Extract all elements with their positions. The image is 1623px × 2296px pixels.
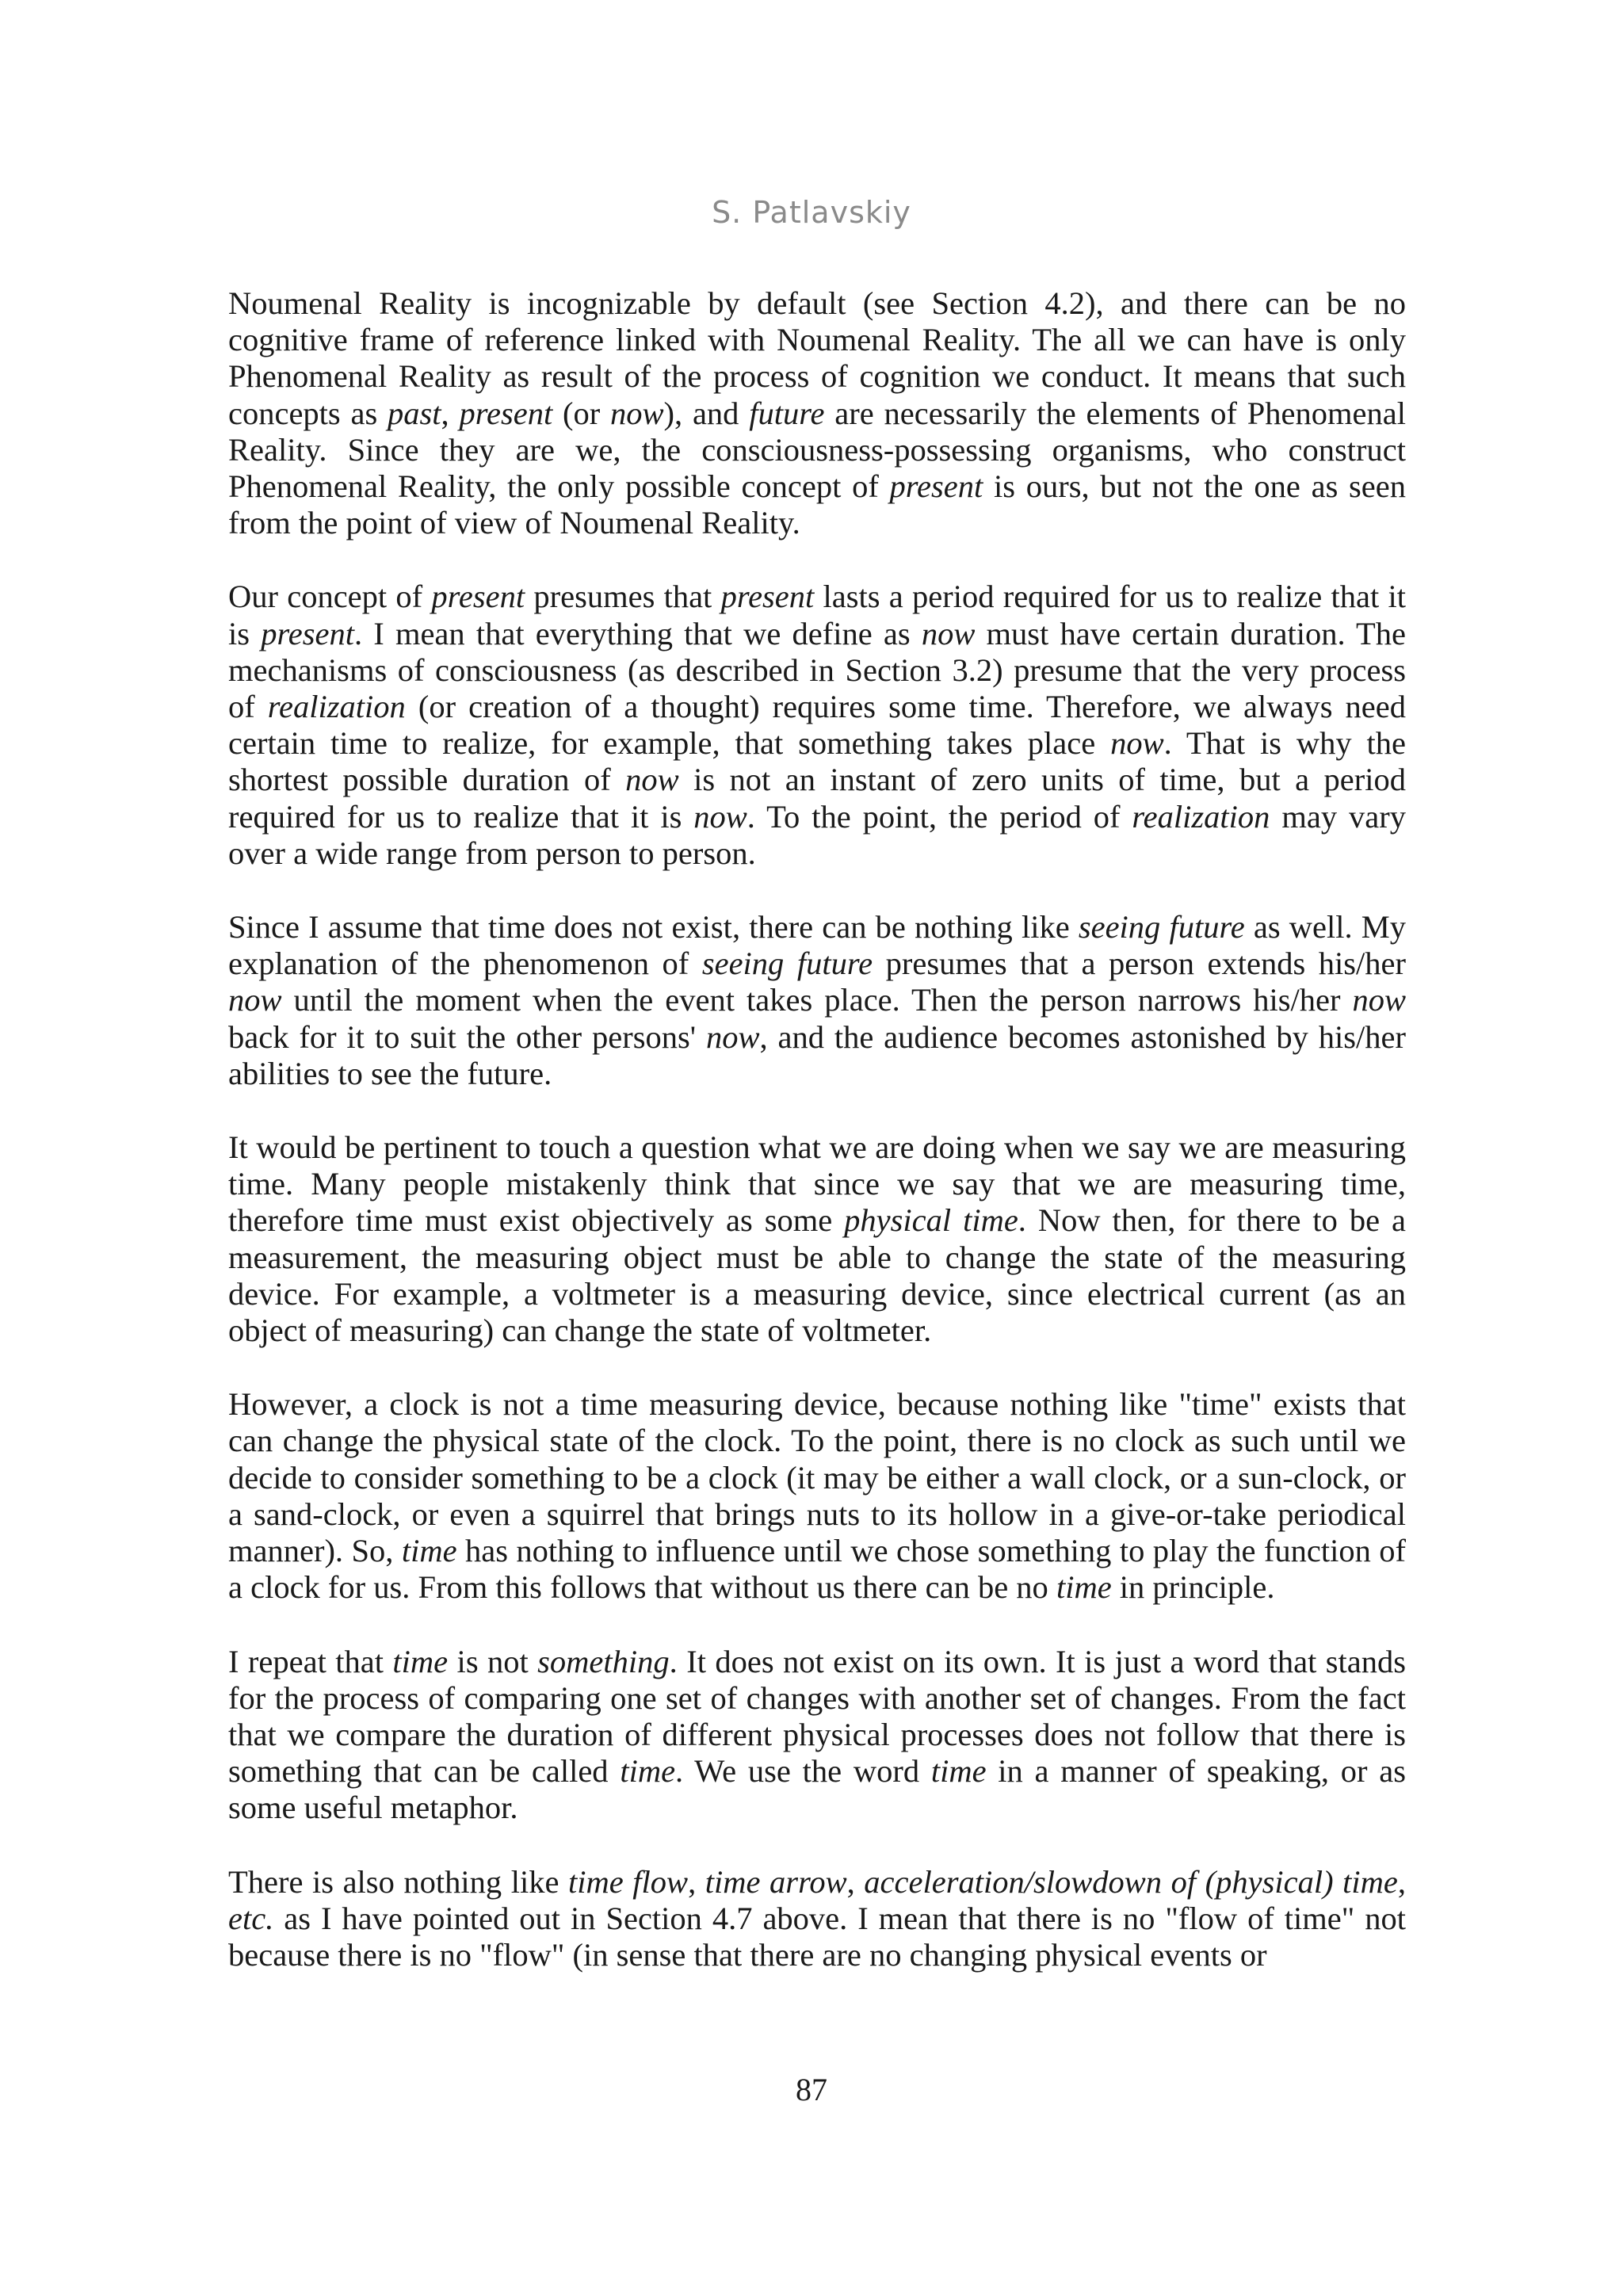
italic-term: time xyxy=(392,1643,449,1679)
paragraph xyxy=(228,579,1406,872)
italic-term: etc. xyxy=(228,1900,274,1936)
paragraph xyxy=(228,1864,1406,1974)
text-run: must have certain duration. The mechanisms of consciousness (as described in Section 3.2) presume that the very process of xyxy=(228,615,1407,725)
text-run: are necessarily the elements of Phenomenal Reality. Since they are we, the consciousness-possessing organisms, who construct Phenomenal Reality, the only possible concept of xyxy=(228,395,1406,505)
text-run: . That is why the shortest possible duration of xyxy=(228,725,1406,798)
text-run: . It does not exist on its own. It is just a word that stands for the process of comparing one set of changes with another set of changes. From the fact that we compare the duration of different physical processes does not follow that there is something that can be called xyxy=(228,1643,1406,1790)
text-run: However, a clock is not a time measuring device, because nothing like "time" exists that can change the physical state of the clock. To the point, there is no clock as such until we decide to consider something to be a clock (it may be either a wall clock, or a sun-clock, or a sand-clock, or even a squirrel that brings nuts to its hollow in a give-or-take periodical manner). So, xyxy=(228,1386,1406,1569)
italic-term: past xyxy=(388,395,441,431)
text-run: (or creation of a thought) requires some time. Therefore, we always need certain time to realize, for example, that something takes place xyxy=(228,689,1406,762)
italic-term: acceleration/slowdown of (physical) time xyxy=(864,1863,1398,1900)
text-run: , xyxy=(1397,1863,1407,1900)
text-run: until the moment when the event takes place. Then the person narrows his/her xyxy=(281,982,1353,1018)
text-run: as I have pointed out in Section 4.7 above. I mean that there is no "flow of time" not because there is no "flow" (in sense that there are no changing physical events or xyxy=(228,1900,1406,1973)
text-run: It would be pertinent to touch a question what we are doing when we say we are measuring time. Many people mistakenly think that since we say that we are measuring time, therefore time must exist objectively as some xyxy=(228,1129,1406,1239)
italic-term: time xyxy=(930,1753,987,1790)
italic-term: now xyxy=(1352,982,1406,1018)
italic-term: now xyxy=(625,762,679,798)
italic-term: seeing future xyxy=(1078,909,1245,946)
italic-term: now xyxy=(705,1018,760,1055)
italic-term: realization xyxy=(1132,798,1270,835)
paragraph xyxy=(228,1386,1406,1606)
italic-term: time arrow xyxy=(705,1863,847,1900)
text-run: as well. My explanation of the phenomenon of xyxy=(228,909,1406,982)
text-run: . Now then, for there to be a measurement, the measuring object must be able to change the state of the measuring device. For example, a voltmeter is a measuring device, since electrical current (as an object of measuring) can change the state of voltmeter. xyxy=(228,1202,1406,1349)
page-number: 87 xyxy=(796,2072,827,2107)
text-run: I repeat that xyxy=(228,1643,393,1679)
italic-term: time flow xyxy=(568,1863,689,1900)
italic-term: present xyxy=(720,579,815,615)
italic-term: time xyxy=(401,1533,457,1569)
italic-term: future xyxy=(749,395,825,431)
paragraph xyxy=(228,285,1406,541)
text-run: back for it to suit the other persons' xyxy=(228,1018,706,1055)
text-run: may vary over a wide range from person to person. xyxy=(228,798,1406,871)
italic-term: physical time xyxy=(844,1202,1018,1239)
italic-term: time xyxy=(1056,1569,1112,1606)
paragraph xyxy=(228,1644,1406,1827)
text-run: , xyxy=(846,1863,865,1900)
italic-term: something xyxy=(537,1643,670,1679)
italic-term: present xyxy=(261,615,354,651)
text-run: in a manner of speaking, or as some useful metaphor. xyxy=(228,1753,1406,1826)
text-run: is not an instant of zero units of time, but a period required for us to realize that it is xyxy=(228,762,1406,835)
running-header-author: S. Patlavskiy xyxy=(712,195,911,230)
text-run: lasts a period required for us to realize that it is xyxy=(228,579,1406,651)
text-run: Since I assume that time does not exist, there can be nothing like xyxy=(228,909,1079,946)
text-run: . To the point, the period of xyxy=(747,798,1132,835)
text-run: , xyxy=(688,1863,705,1900)
body-text xyxy=(228,285,1406,1973)
italic-term: present xyxy=(459,395,553,431)
paragraph xyxy=(228,909,1406,1092)
text-run: . I mean that everything that we define as xyxy=(353,615,922,651)
text-run: Our concept of xyxy=(228,579,432,615)
italic-term: now xyxy=(693,798,747,835)
text-run: in principle. xyxy=(1111,1569,1275,1606)
text-run: There is also nothing like xyxy=(228,1863,568,1900)
italic-term: now xyxy=(228,982,282,1018)
italic-term: present xyxy=(431,579,525,615)
italic-term: realization xyxy=(267,689,406,725)
text-run: (or xyxy=(552,395,611,431)
text-run: . We use the word xyxy=(675,1753,931,1790)
text-run: , and the audience becomes astonished by his/her abilities to see the future. xyxy=(228,1018,1406,1091)
text-run: Noumenal Reality is incognizable by default (see Section 4.2), and there can be no cognitive frame of reference linked with Noumenal Reality. The all we can have is only Phenomenal Reality as result of the process of cognition we conduct. It means that such concepts as xyxy=(228,285,1406,431)
italic-term: present xyxy=(889,468,983,505)
italic-term: now xyxy=(921,615,976,651)
italic-term: time xyxy=(620,1753,676,1790)
text-run: is ours, but not the one as seen from the point of view of Noumenal Reality. xyxy=(228,468,1406,541)
text-run: has nothing to influence until we chose something to play the function of a clock for us. From this follows that without us there can be no xyxy=(228,1533,1406,1606)
italic-term: now xyxy=(610,395,664,431)
italic-term: seeing future xyxy=(701,946,873,982)
text-run: presumes that a person extends his/her xyxy=(873,946,1406,982)
text-run: ), and xyxy=(663,395,750,431)
text-run: presumes that xyxy=(525,579,721,615)
italic-term: now xyxy=(1110,725,1164,762)
text-run: , xyxy=(441,395,460,431)
paragraph xyxy=(228,1129,1406,1349)
text-run: is not xyxy=(448,1643,538,1679)
